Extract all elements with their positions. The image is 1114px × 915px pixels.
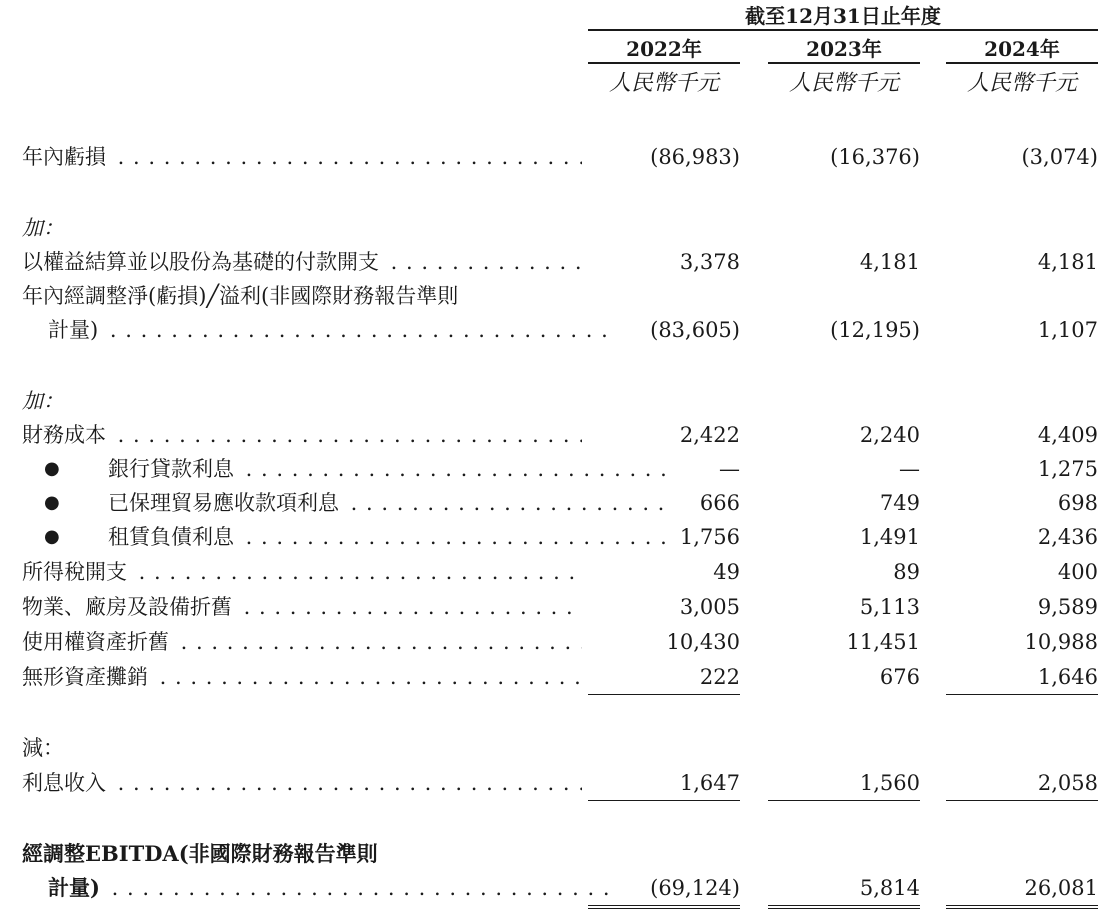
value-2024: 4,409 — [1037, 423, 1098, 447]
value-2024: 10,988 — [1024, 630, 1098, 654]
value-2024: 1,646 — [946, 660, 1098, 695]
row-label: 減： — [22, 731, 582, 765]
value-2023: 4,181 — [859, 250, 920, 274]
value-2022: (69,124) — [588, 871, 740, 909]
value-2023: 1,560 — [768, 766, 920, 801]
value-2022: 222 — [588, 660, 740, 695]
value-2022: (83,605) — [650, 318, 740, 342]
unit-label: 人民幣千元 — [966, 71, 1077, 96]
value-2023: 2,240 — [859, 423, 920, 447]
row-label: 財務成本 . . . — [22, 418, 582, 452]
year-header-2024: 2024年 — [984, 37, 1060, 61]
table-row-adjusted-ebitda — [0, 871, 1114, 905]
table-row-add-heading — [0, 384, 1114, 418]
value-2024: 9,589 — [1037, 595, 1098, 619]
row-label: 利息收入 . . . — [22, 766, 582, 800]
value-2022: 1,756 — [679, 525, 740, 549]
value-2022: 1,647 — [588, 766, 740, 801]
row-label: 所得稅開支 . . . — [22, 555, 582, 589]
table-row-share-based-payment — [0, 245, 1114, 279]
value-2024: 2,436 — [1037, 525, 1098, 549]
table-row-bank-loan-interest — [0, 452, 1114, 486]
value-2024: (3,074) — [1021, 145, 1098, 169]
unit-label: 人民幣千元 — [788, 71, 899, 96]
value-2022: 3,378 — [679, 250, 740, 274]
table-row-intangible-amortisation — [0, 660, 1114, 694]
value-2022: — — [719, 457, 740, 481]
value-2024: 400 — [1057, 560, 1098, 584]
table-row-rou-depreciation — [0, 625, 1114, 659]
year-header-2023: 2023年 — [806, 37, 882, 61]
value-2022: 2,422 — [679, 423, 740, 447]
row-label: 經調整EBITDA(非國際財務報告準則 — [22, 837, 582, 871]
value-2023: 676 — [879, 665, 920, 689]
value-2022: (86,983) — [650, 145, 740, 169]
bullet-icon: ● — [44, 526, 60, 547]
value-2024: 1,107 — [1037, 318, 1098, 342]
value-2024: 26,081 — [946, 871, 1098, 909]
value-2023: 5,113 — [859, 595, 920, 619]
row-label: 加： — [22, 211, 582, 245]
table-row-adjusted-net-loss-line1 — [0, 279, 1114, 313]
value-2024: 2,058 — [946, 766, 1098, 801]
row-label: 加： — [22, 384, 582, 418]
row-label: 無形資產攤銷 . . . — [22, 660, 582, 694]
value-2022: 666 — [699, 491, 740, 515]
value-2023: 749 — [879, 491, 920, 515]
value-2023: 5,814 — [768, 871, 920, 909]
year-header-rule — [588, 62, 740, 64]
value-2023: (16,376) — [830, 145, 920, 169]
table-row-ppe-depreciation — [0, 590, 1114, 624]
row-label: 年內虧損 . . . — [22, 140, 582, 174]
value-2022: 49 — [713, 560, 740, 584]
value-2023: (12,195) — [830, 318, 920, 342]
unit-label: 人民幣千元 — [608, 71, 719, 96]
row-label: 以權益結算並以股份為基礎的付款開支 . . . — [22, 245, 582, 279]
value-2023: 11,451 — [846, 630, 920, 654]
row-label: 租賃負債利息 . . . — [108, 520, 668, 554]
table-row-interest-income — [0, 766, 1114, 800]
year-header-2022: 2022年 — [626, 37, 702, 61]
row-label: 銀行貸款利息 . . . — [108, 452, 668, 486]
row-label: 計量) . . . — [48, 313, 608, 347]
table-row-finance-costs — [0, 418, 1114, 452]
table-row-add-heading — [0, 211, 1114, 245]
value-2022: 10,430 — [666, 630, 740, 654]
row-label: 物業、廠房及設備折舊 . . . — [22, 590, 582, 624]
year-header-rule — [946, 62, 1098, 64]
value-2023: 89 — [893, 560, 920, 584]
value-2023: 1,491 — [859, 525, 920, 549]
table-row-adjusted-net-loss — [0, 313, 1114, 347]
year-header-rule — [768, 62, 920, 64]
table-row-less-heading — [0, 731, 1114, 765]
value-2022: 3,005 — [679, 595, 740, 619]
period-header: 截至12月31日止年度 — [745, 4, 941, 28]
table-row-loss-for-year — [0, 140, 1114, 174]
table-row-income-tax — [0, 555, 1114, 589]
value-2024: 1,275 — [1037, 457, 1098, 481]
value-2024: 4,181 — [1037, 250, 1098, 274]
table-row-adjusted-ebitda-line1 — [0, 837, 1114, 871]
value-2023: — — [899, 457, 920, 481]
row-label: 年內經調整淨(虧損)╱溢利(非國際財務報告準則 — [22, 279, 582, 313]
row-label: 已保理貿易應收款項利息 . . . — [108, 486, 668, 520]
bullet-icon: ● — [44, 458, 60, 479]
table-row-lease-liability-interest — [0, 520, 1114, 554]
row-label: 計量) . . . — [48, 871, 608, 905]
bullet-icon: ● — [44, 492, 60, 513]
table-row-factored-receivables-interest — [0, 486, 1114, 520]
period-header-rule — [588, 29, 1098, 31]
value-2024: 698 — [1057, 491, 1098, 515]
row-label: 使用權資產折舊 . . . — [22, 625, 582, 659]
